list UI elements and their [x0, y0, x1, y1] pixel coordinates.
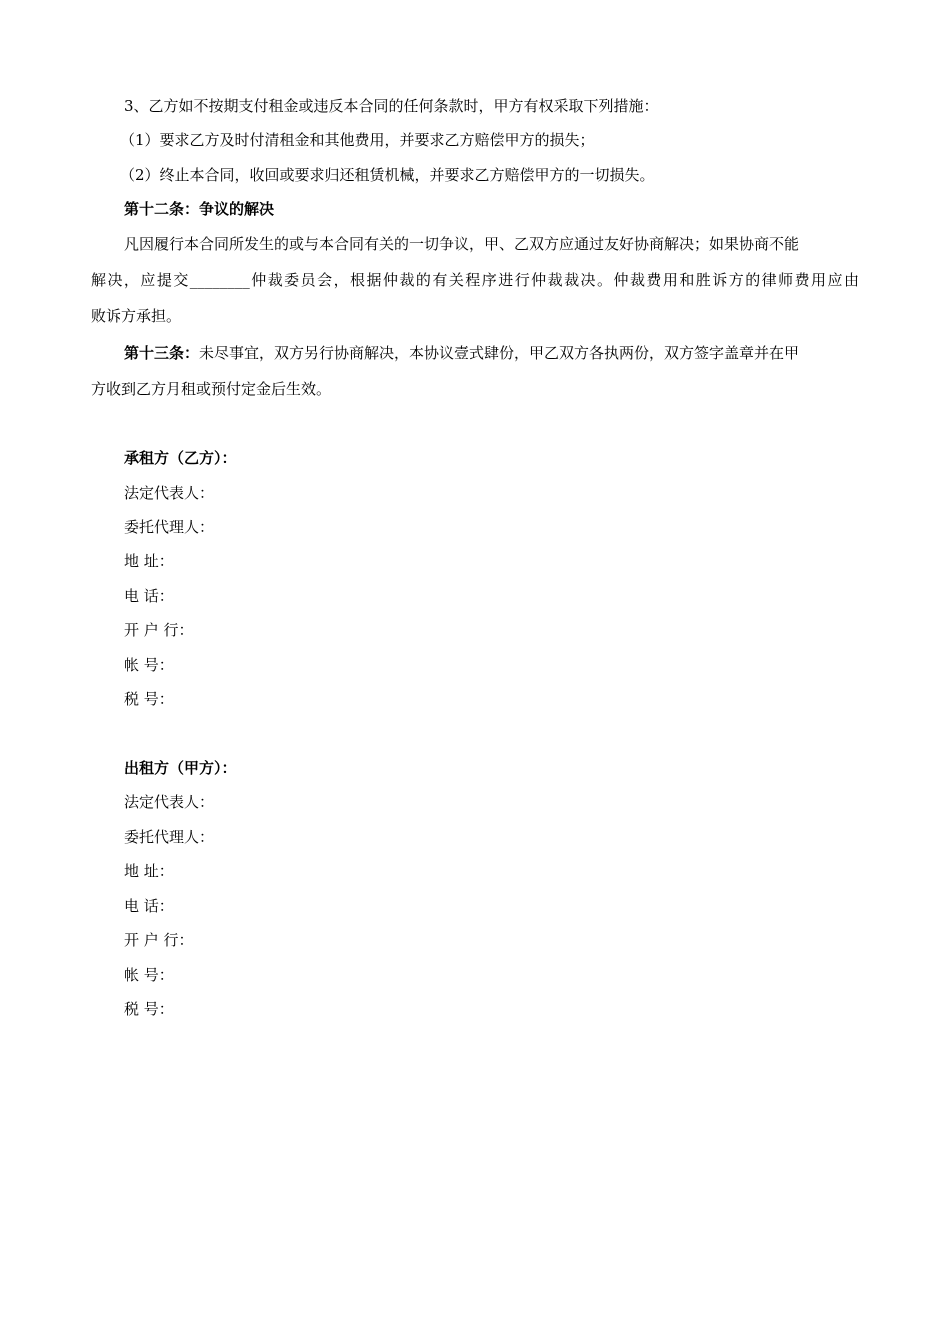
lessor-title: 出租方（甲方）：: [124, 759, 237, 777]
lessee-phone: 电 话：: [124, 587, 174, 605]
lessee-tax-no: 税 号：: [124, 690, 174, 708]
lessee-account: 帐 号：: [124, 656, 174, 674]
lessor-bank: 开 户 行：: [124, 931, 194, 949]
clause11-item3: 3、乙方如不按期支付租金或违反本合同的任何条款时，甲方有权采取下列措施：: [124, 97, 659, 115]
lessee-title: 承租方（乙方）：: [124, 449, 237, 467]
clause13-line1-rest: 未尽事宜，双方另行协商解决，本协议壹式肆份，甲乙双方各执两份，双方签字盖章并在甲: [199, 344, 800, 362]
clause12-line3: 败诉方承担。: [91, 307, 182, 325]
lessor-agent: 委托代理人：: [124, 828, 215, 846]
clause12-line1: 凡因履行本合同所发生的或与本合同有关的一切争议，甲、乙双方应通过友好协商解决；如果协商不能: [124, 235, 800, 253]
clause13-heading: 第十三条：: [124, 344, 200, 362]
lessor-account: 帐 号：: [124, 966, 174, 984]
lessee-bank: 开 户 行：: [124, 621, 194, 639]
lessee-address: 地 址：: [124, 552, 174, 570]
clause12-heading: 第十二条：争议的解决: [124, 200, 275, 218]
clause11-sub2: （2）终止本合同，收回或要求归还租赁机械，并要求乙方赔偿甲方的一切损失。: [120, 166, 655, 184]
lessor-address: 地 址：: [124, 862, 174, 880]
clause12-line2: 解决，应提交________仲裁委员会，根据仲裁的有关程序进行仲裁裁决。仲裁费用和胜诉方的律师费用应由: [91, 271, 859, 289]
lessee-agent: 委托代理人：: [124, 518, 215, 536]
lessor-tax-no: 税 号：: [124, 1000, 174, 1018]
clause13-line2: 方收到乙方月租或预付定金后生效。: [91, 380, 332, 398]
lessor-legal-rep: 法定代表人：: [124, 793, 215, 811]
clause11-sub1: （1）要求乙方及时付清租金和其他费用，并要求乙方赔偿甲方的损失；: [120, 131, 595, 149]
lessor-phone: 电 话：: [124, 897, 174, 915]
clause13-line1: [124, 343, 799, 363]
lessee-legal-rep: 法定代表人：: [124, 484, 215, 502]
